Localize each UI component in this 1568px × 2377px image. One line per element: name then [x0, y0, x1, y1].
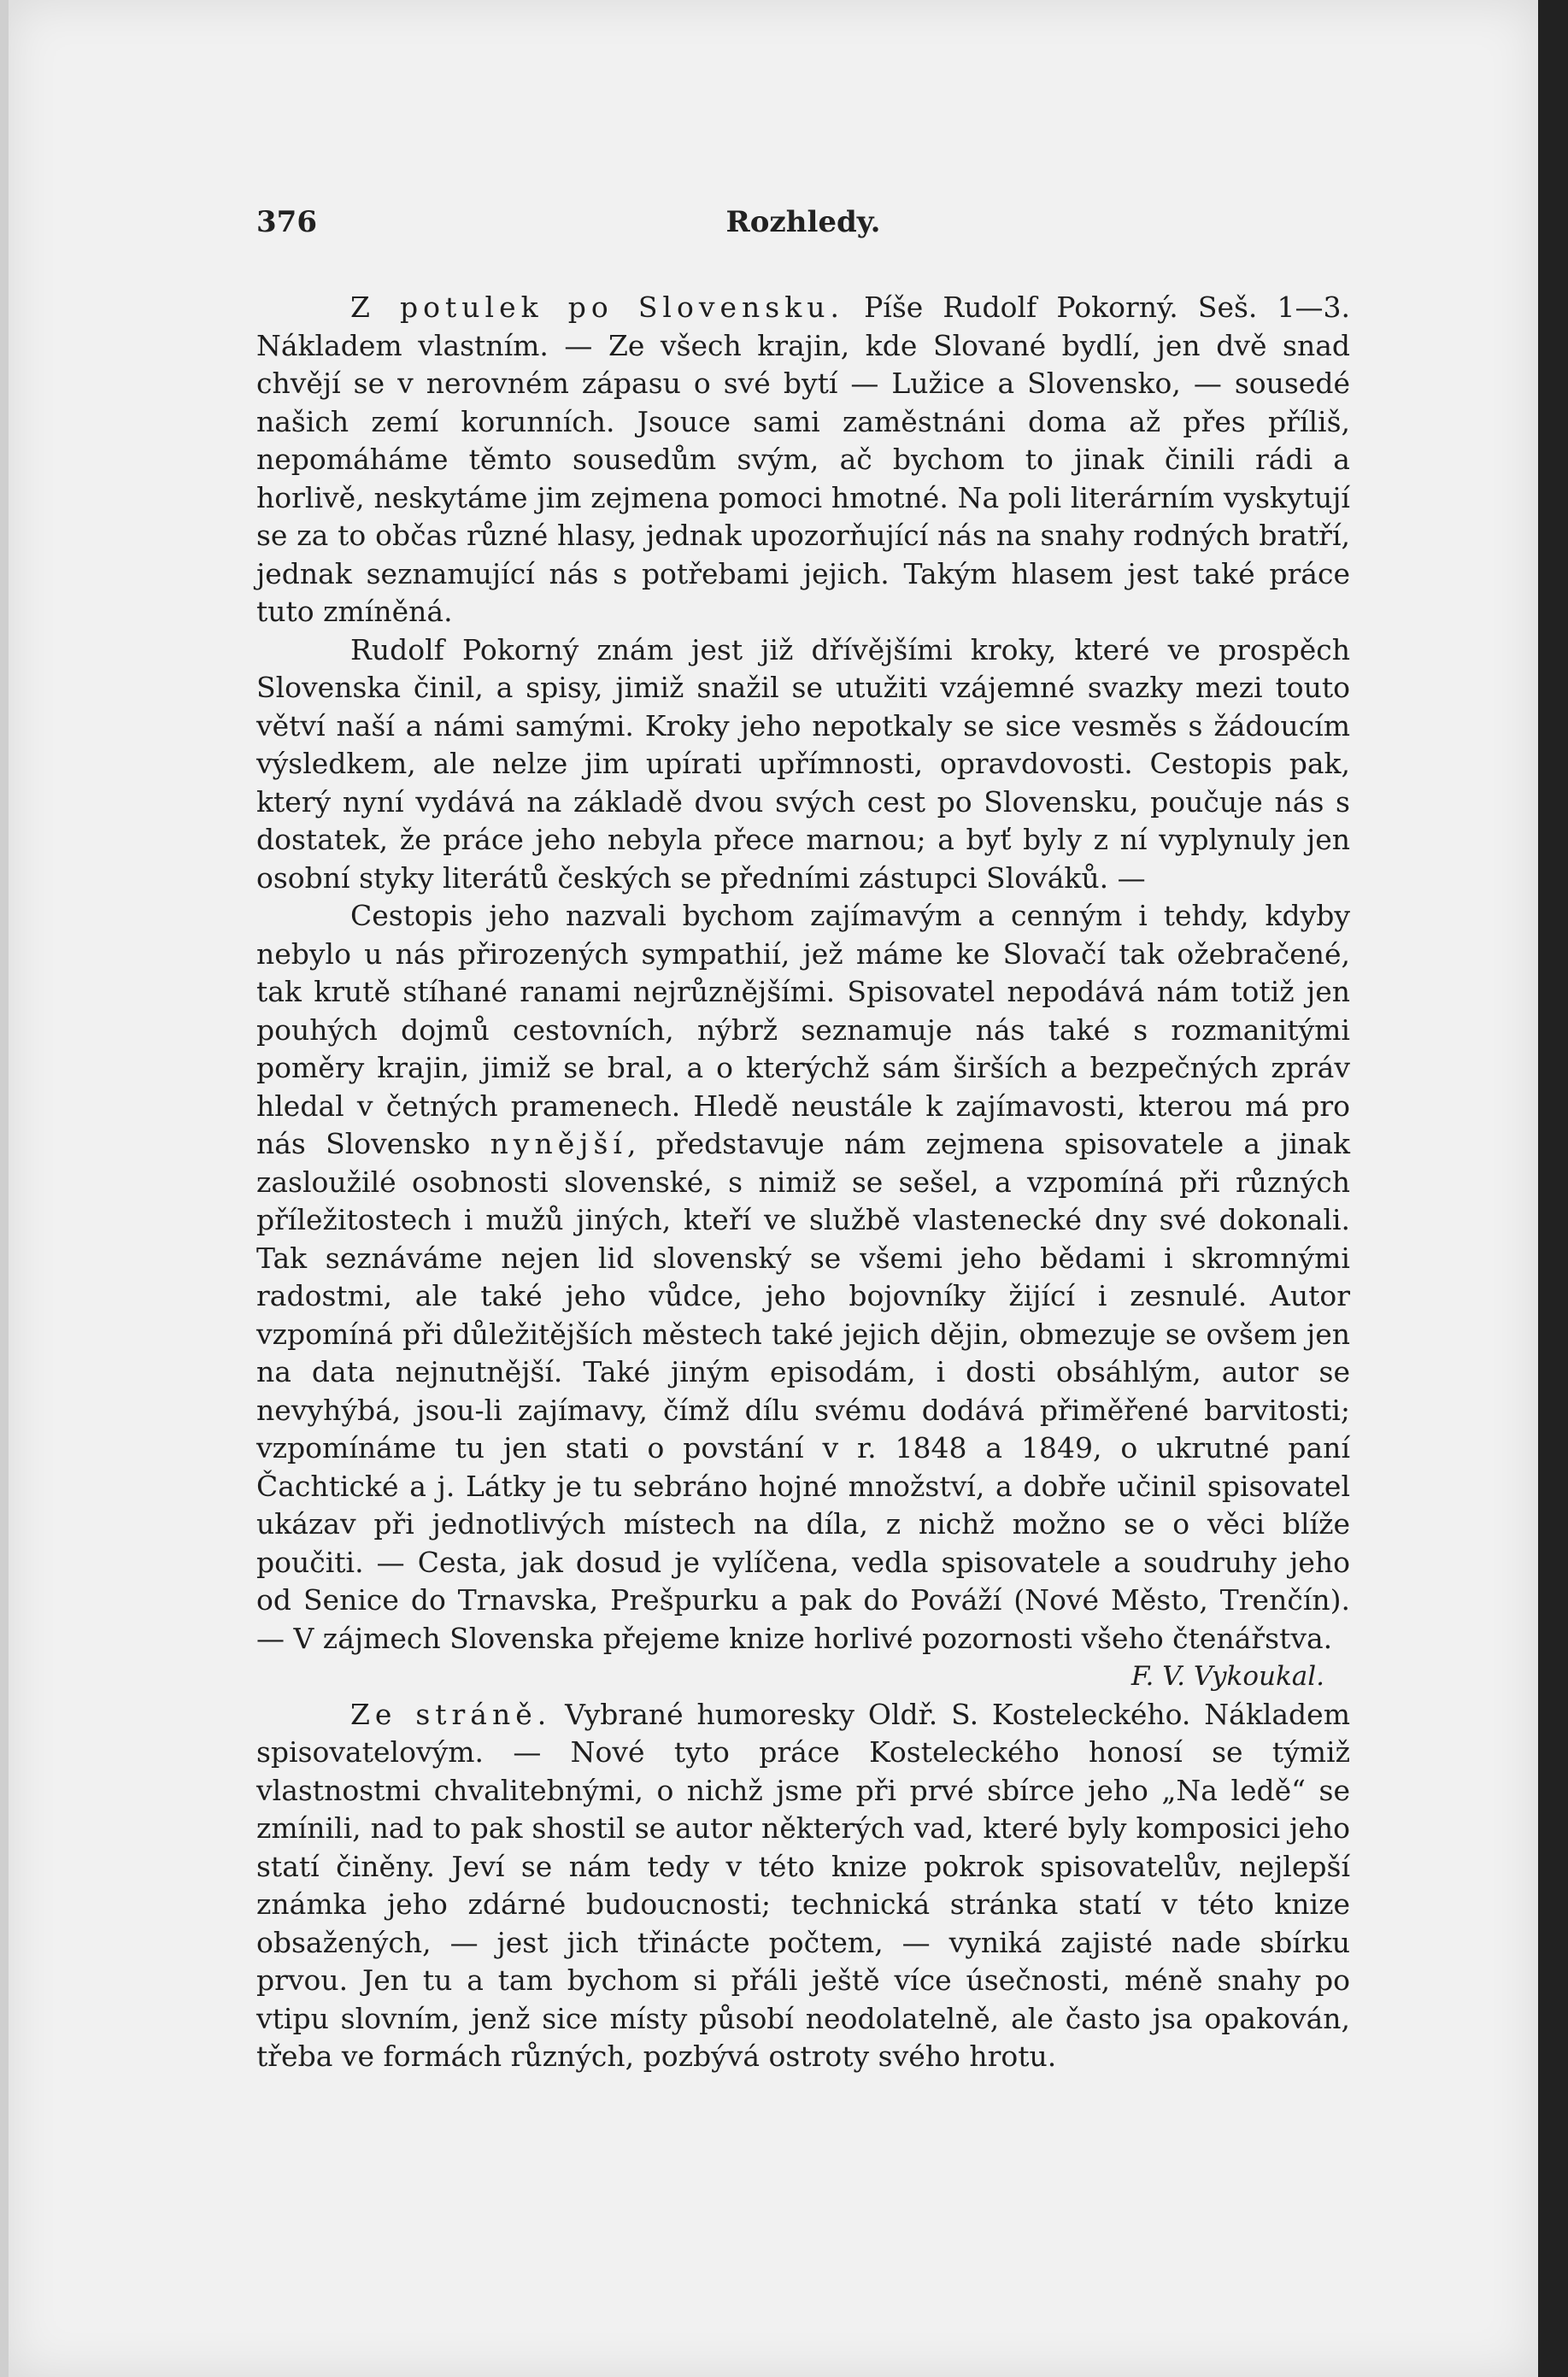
review-1-intro-paragraph [256, 289, 1350, 631]
page-body [256, 289, 1350, 2076]
review-2-paragraph [256, 1696, 1350, 2076]
running-head [256, 205, 1350, 248]
review-1-paragraph-3-end: , představuje nám zejmena spisovatele a jinak zasloužilé osobnosti slovenské, s nimiž se sešel, a vzpomíná při různých příležitostech i mužů jiných, kteří ve službě vlastenecké dny své dokonali. Tak seznáváme nejen lid slovenský se všemi jeho bědami i skromnými radostmi, ale také jeho vůdce, jeho bojovníky žijící i zesnulé. Autor vzpomíná při důležitějších městech také jejich dějin, obmezuje se ovšem jen na data nejnutnější. Také jiným episodám, i dosti obsáhlým, autor se nevyhýbá, jsou-li zajímavy, čímž dílu svému dodává přiměřené barvitosti; vzpomínáme tu jen stati o povstání v r. 1848 a 1849, o ukrutné paní Čachtické a j. Látky je tu sebráno hojné množství, a dobře učinil spisovatel ukázav při jednotlivých místech na díla, z nichž možno se o věci blíže poučiti. — Cesta, jak dosud je vylíčena, vedla spisovatele a soudruhy jeho od Senice do Trnavska, Prešpurku a pak do Pováží (Nové Město, Trenčín). — V zájmech Slovenska přejeme knize horlivé pozornosti všeho čtenářstva. [256, 1127, 1350, 1655]
running-title: Rozhledy. [725, 205, 881, 239]
review-1-title: Z potulek po Slovensku. [350, 291, 844, 324]
emphasis-word: nynější [490, 1127, 627, 1160]
review-1-paragraph-3-start: Cestopis jeho nazvali bychom zajímavým a cenným i tehdy, kdyby nebylo u nás přirozených sympathií, jež máme ke Slovačí tak ožebračené, tak krutě stíhané ranami nejrůznějšími. Spisovatel nepodává nám totiž jen pouhých dojmů cestovních, nýbrž seznamuje nás také s rozmanitými poměry krajin, jimiž se bral, a o kterýchž sám širších a bezpečných zpráv hledal v četných pramenech. Hledě neustále k zajímavosti, kterou má pro nás Slovensko [256, 899, 1350, 1160]
review-1-signature: F. V. Vykoukal. [1130, 1661, 1324, 1692]
review-1-text: Píše Rudolf Pokorný. Seš. 1—3. Nákladem vlastním. — Ze všech krajin, kde Slované bydlí, jen dvě snad chvějí se v nerovném zápasu o své bytí — Lužice a Slovensko, — sousedé našich zemí korunních. Jsouce sami zaměstnáni doma až přes příliš, nepomáháme těmto sousedům svým, ač bychom to jinak činili rádi a horlivě, neskytáme jim zejmena pomoci hmotné. Na poli literárním vyskytují se za to občas různé hlasy, jednak upozorňující nás na snahy rodných bratří, jednak seznamující nás s potřebami jejich. Takým hlasem jest také práce tuto zmíněná. [256, 291, 1350, 628]
review-2-title: Ze stráně. [350, 1697, 552, 1731]
book-page [9, 0, 1538, 2377]
review-1-paragraph-3 [256, 897, 1350, 1658]
scan-margin-left [0, 0, 9, 2377]
scan-margin-right [1538, 0, 1568, 2377]
review-1-paragraph-2: Rudolf Pokorný znám jest již dřívějšími kroky, které ve prospěch Slovenska činil, a spisy, jimiž snažil se utužiti vzájemné svazky mezi touto větví naší a námi samými. Kroky jeho nepotkaly se sice vesměs s žádoucím výsledkem, ale nelze jim upírati upřímnosti, opravdovosti. Cestopis pak, který nyní vydává na základě dvou svých cest po Slovensku, poučuje nás s dostatek, že práce jeho nebyla přece marnou; a byť byly z ní vyplynuly jen osobní styky literátů českých se předními zástupci Slováků. — [256, 632, 1350, 895]
page-number: 376 [256, 205, 317, 239]
review-2-text: Vybrané humoresky Oldř. S. Kosteleckého. Nákladem spisovatelovým. — Nové tyto práce Kosteleckého honosí se týmiž vlastnostmi chvalitebnými, o nichž jsme při prvé sbírce jeho „Na ledě“ se zmínili, nad to pak shostil se autor některých vad, které byly komposici jeho statí činěny. Jeví se nám tedy v této knize pokrok spisovatelův, nejlepší známka jeho zdárné budoucnosti; technická stránka statí v této knize obsažených, — jest jich třinácte počtem, — vyniká zajisté nade sbírku prvou. Jen tu a tam bychom si přáli ještě více úsečnosti, méně snahy po vtipu slovním, jenž sice místy působí neodolatelně, ale často jsa opakován, třeba ve formách různých, pozbývá ostroty svého hrotu. [256, 1697, 1350, 2073]
